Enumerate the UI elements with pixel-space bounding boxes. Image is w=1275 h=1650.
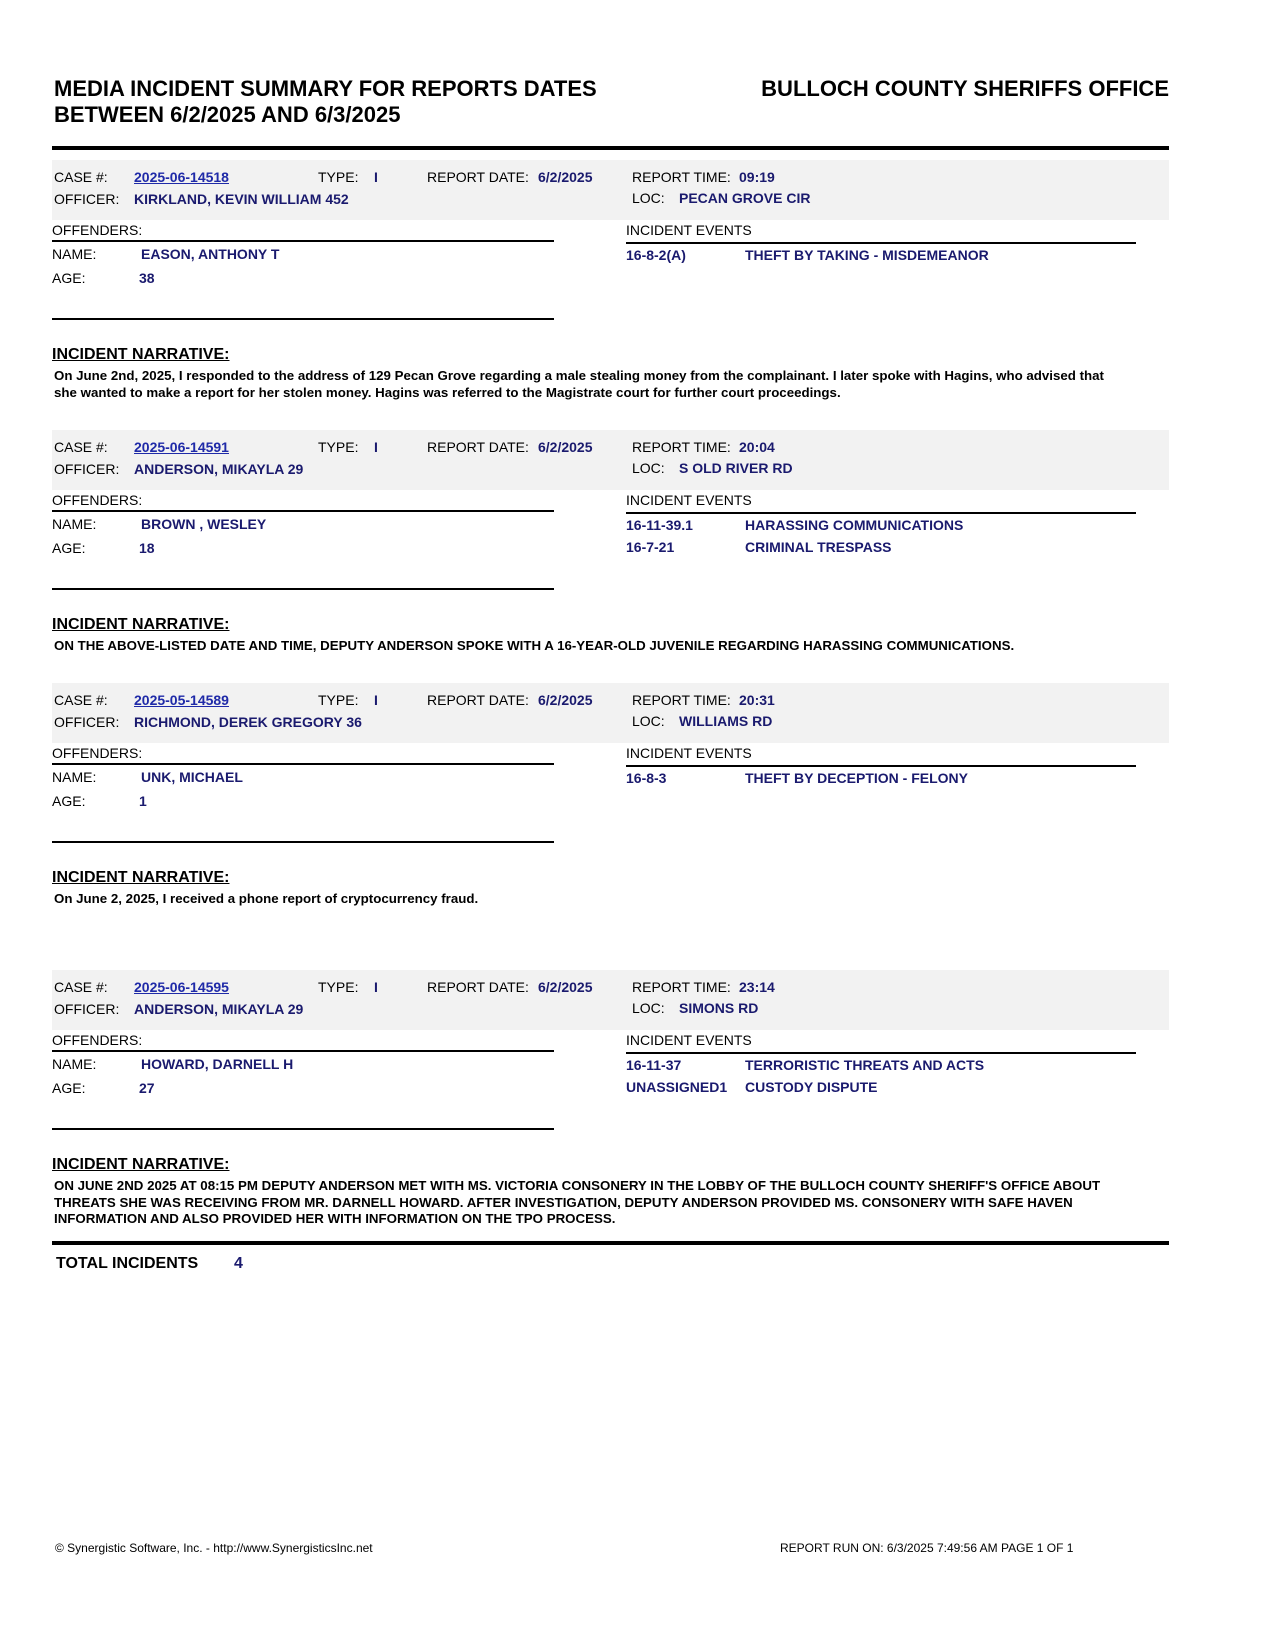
offenders-label: OFFENDERS:	[52, 745, 143, 761]
events-rule	[626, 1052, 1136, 1054]
case-number-label: CASE #:	[54, 439, 108, 455]
case-number-label: CASE #:	[54, 979, 108, 995]
report-title-line2: BETWEEN 6/2/2025 AND 6/3/2025	[54, 102, 401, 127]
offender-name-label: NAME:	[52, 246, 97, 262]
officer-label: OFFICER:	[54, 1001, 120, 1017]
type-label: TYPE:	[318, 439, 359, 455]
officer-value: ANDERSON, MIKAYLA 29	[134, 461, 304, 477]
report-date-label: REPORT DATE:	[427, 439, 529, 455]
report-time-label: REPORT TIME:	[632, 979, 731, 995]
offenders-rule	[52, 763, 554, 765]
event-description: CUSTODY DISPUTE	[745, 1079, 878, 1095]
event-description: THEFT BY DECEPTION - FELONY	[745, 770, 968, 786]
offender-name-label: NAME:	[52, 769, 97, 785]
location-value: S OLD RIVER RD	[679, 460, 793, 476]
location-label: LOC:	[632, 460, 665, 476]
offenders-bottom-rule	[52, 841, 554, 843]
type-label: TYPE:	[318, 169, 359, 185]
report-time-value: 09:19	[739, 169, 775, 185]
case-number-link[interactable]: 2025-05-14589	[134, 692, 229, 708]
location-value: PECAN GROVE CIR	[679, 190, 811, 206]
case-number-link[interactable]: 2025-06-14518	[134, 169, 229, 185]
event-description: TERRORISTIC THREATS AND ACTS	[745, 1057, 985, 1073]
narrative-heading: INCIDENT NARRATIVE:	[52, 1156, 230, 1173]
events-rule	[626, 765, 1136, 767]
report-time-value: 20:31	[739, 692, 775, 708]
report-time-label: REPORT TIME:	[632, 439, 731, 455]
report-date-label: REPORT DATE:	[427, 692, 529, 708]
offender-name-label: NAME:	[52, 1056, 97, 1072]
offender-name-value: UNK, MICHAEL	[141, 769, 243, 785]
type-value: I	[374, 979, 378, 995]
report-date-label: REPORT DATE:	[427, 979, 529, 995]
report-title	[54, 76, 597, 128]
event-code: 16-8-3	[626, 770, 667, 786]
report-date-value: 6/2/2025	[538, 692, 593, 708]
narrative-heading: INCIDENT NARRATIVE:	[52, 869, 230, 886]
type-value: I	[374, 692, 378, 708]
location-value: SIMONS RD	[679, 1000, 759, 1016]
report-time-value: 20:04	[739, 439, 775, 455]
narrative-text: ON JUNE 2ND 2025 AT 08:15 PM DEPUTY ANDERSON MET WITH MS. VICTORIA CONSONERY IN THE LOBBY OF THE BULLOCH COUNTY SHERIFF'S OFFICE ABOUT THREATS SHE WAS RECEIVING FROM MR. DARNELL HOWARD. AFTER INVESTIGATION, DEPUTY ANDERSON PROVIDED MS. CONSONERY WITH SAFE HAVEN INFORMATION AND ALSO PROVIDED HER WITH INFORMATION ON THE TPO PROCESS.	[54, 1178, 1101, 1226]
location-label: LOC:	[632, 1000, 665, 1016]
total-incidents-value: 4	[234, 1255, 243, 1272]
case-block	[52, 970, 1169, 1240]
type-value: I	[374, 169, 378, 185]
events-rule	[626, 242, 1136, 244]
totals-divider	[52, 1241, 1169, 1245]
offender-age-label: AGE:	[52, 793, 86, 809]
offender-name-value: EASON, ANTHONY T	[141, 246, 280, 262]
event-description: CRIMINAL TRESPASS	[745, 539, 892, 555]
narrative-text: On June 2, 2025, I received a phone report of cryptocurrency fraud.	[54, 891, 479, 906]
offenders-label: OFFENDERS:	[52, 1032, 143, 1048]
type-value: I	[374, 439, 378, 455]
total-incidents-label: TOTAL INCIDENTS	[56, 1255, 199, 1272]
offenders-bottom-rule	[52, 1128, 554, 1130]
report-date-label: REPORT DATE:	[427, 169, 529, 185]
event-code: 16-11-37	[626, 1057, 682, 1073]
offenders-bottom-rule	[52, 318, 554, 320]
incident-events-label: INCIDENT EVENTS	[626, 222, 752, 238]
header-divider	[52, 146, 1169, 150]
footer-report-run: REPORT RUN ON: 6/3/2025 7:49:56 AM PAGE 1 OF 1	[780, 1541, 1074, 1555]
case-block	[52, 160, 1169, 430]
officer-value: KIRKLAND, KEVIN WILLIAM 452	[134, 191, 349, 207]
offender-age-value: 27	[139, 1080, 155, 1096]
offenders-bottom-rule	[52, 588, 554, 590]
report-date-value: 6/2/2025	[538, 979, 593, 995]
event-code: 16-8-2(A)	[626, 247, 686, 263]
officer-value: ANDERSON, MIKAYLA 29	[134, 1001, 304, 1017]
agency-name: BULLOCH COUNTY SHERIFFS OFFICE	[761, 76, 1169, 101]
location-label: LOC:	[632, 713, 665, 729]
offender-age-value: 1	[139, 793, 147, 809]
report-title-line1: MEDIA INCIDENT SUMMARY FOR REPORTS DATES	[54, 76, 597, 101]
offenders-rule	[52, 1050, 554, 1052]
event-code: UNASSIGNED1	[626, 1079, 728, 1095]
case-block	[52, 683, 1169, 953]
case-number-label: CASE #:	[54, 692, 108, 708]
case-number-label: CASE #:	[54, 169, 108, 185]
incident-events-label: INCIDENT EVENTS	[626, 492, 752, 508]
location-label: LOC:	[632, 190, 665, 206]
offenders-rule	[52, 510, 554, 512]
type-label: TYPE:	[318, 692, 359, 708]
offender-age-value: 18	[139, 540, 155, 556]
report-time-label: REPORT TIME:	[632, 692, 731, 708]
incident-events-label: INCIDENT EVENTS	[626, 1032, 752, 1048]
case-number-link[interactable]: 2025-06-14595	[134, 979, 229, 995]
location-value: WILLIAMS RD	[679, 713, 773, 729]
offenders-label: OFFENDERS:	[52, 492, 143, 508]
case-block	[52, 430, 1169, 700]
officer-label: OFFICER:	[54, 191, 120, 207]
offender-age-label: AGE:	[52, 540, 86, 556]
report-time-label: REPORT TIME:	[632, 169, 731, 185]
officer-label: OFFICER:	[54, 461, 120, 477]
offenders-rule	[52, 240, 554, 242]
narrative-text: ON THE ABOVE-LISTED DATE AND TIME, DEPUTY ANDERSON SPOKE WITH A 16-YEAR-OLD JUVENILE REGARDING HARASSING COMMUNICATIONS.	[54, 638, 1015, 653]
offender-age-value: 38	[139, 270, 155, 286]
event-description: HARASSING COMMUNICATIONS	[745, 517, 964, 533]
event-code: 16-11-39.1	[626, 517, 693, 533]
event-code: 16-7-21	[626, 539, 675, 555]
offender-age-label: AGE:	[52, 270, 86, 286]
officer-label: OFFICER:	[54, 714, 120, 730]
report-date-value: 6/2/2025	[538, 169, 593, 185]
events-rule	[626, 512, 1136, 514]
report-time-value: 23:14	[739, 979, 775, 995]
narrative-heading: INCIDENT NARRATIVE:	[52, 616, 230, 633]
incident-events-label: INCIDENT EVENTS	[626, 745, 752, 761]
offender-age-label: AGE:	[52, 1080, 86, 1096]
offender-name-label: NAME:	[52, 516, 97, 532]
report-date-value: 6/2/2025	[538, 439, 593, 455]
officer-value: RICHMOND, DEREK GREGORY 36	[134, 714, 362, 730]
type-label: TYPE:	[318, 979, 359, 995]
narrative-text: On June 2nd, 2025, I responded to the address of 129 Pecan Grove regarding a male stealing money from the complainant. I later spoke with Hagins, who advised that she wanted to make a report for her stolen money. Hagins was referred to the Magistrate court for further court proceedings.	[54, 368, 1104, 400]
event-description: THEFT BY TAKING - MISDEMEANOR	[745, 247, 989, 263]
case-number-link[interactable]: 2025-06-14591	[134, 439, 229, 455]
offender-name-value: HOWARD, DARNELL H	[141, 1056, 294, 1072]
offenders-label: OFFENDERS:	[52, 222, 143, 238]
narrative-heading: INCIDENT NARRATIVE:	[52, 346, 230, 363]
offender-name-value: BROWN , WESLEY	[141, 516, 267, 532]
footer-copyright: © Synergistic Software, Inc. - http://www.SynergisticsInc.net	[55, 1541, 373, 1555]
